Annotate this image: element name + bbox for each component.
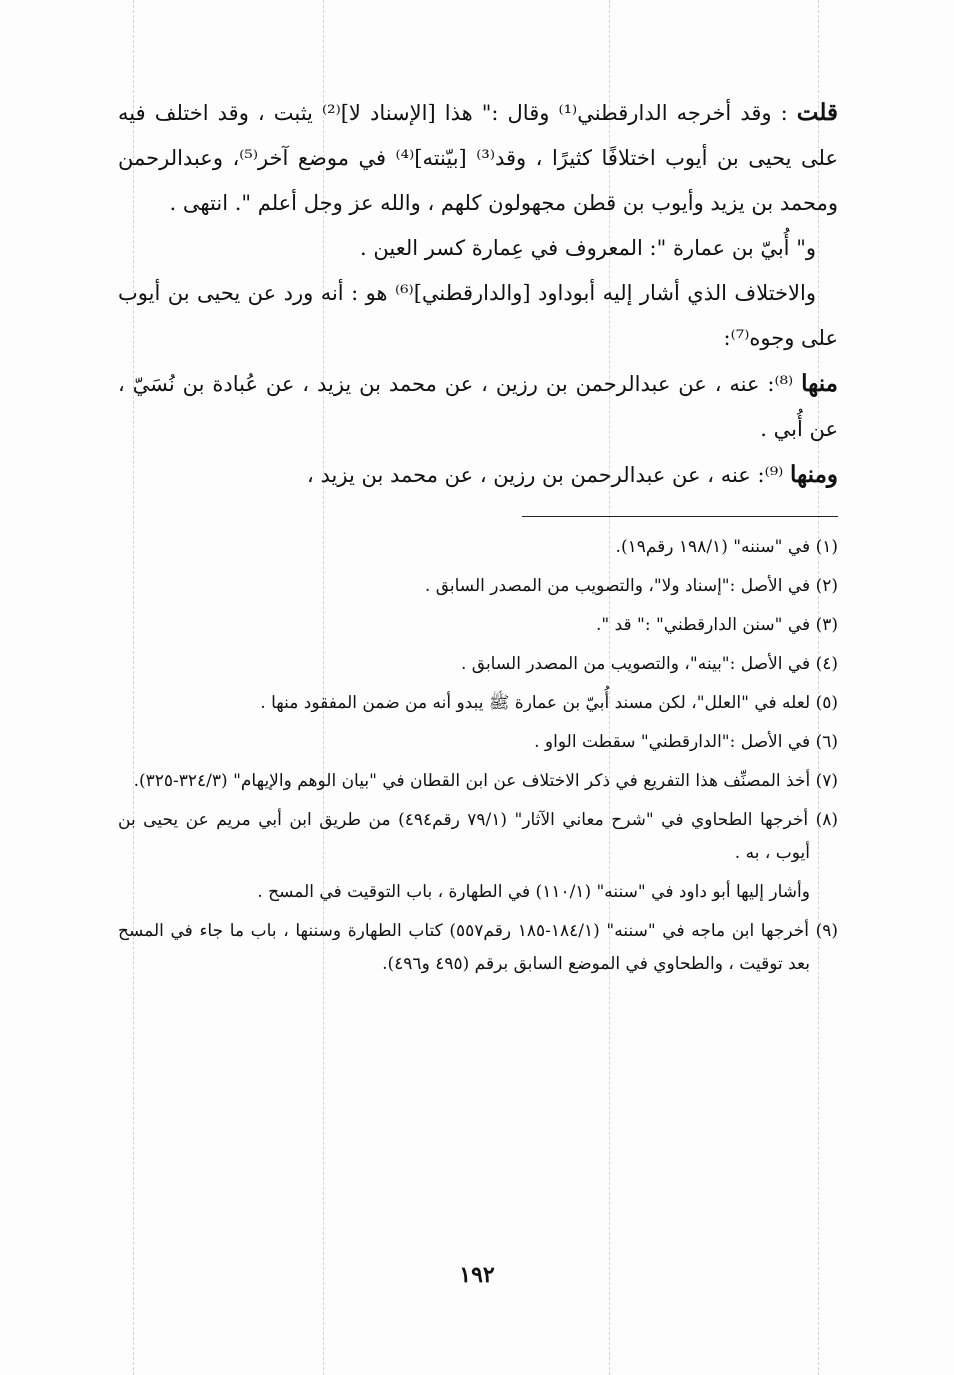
footnote: (٥) لعله في "العلل"، لكن مسند أُبيّ بن عمارة ﷺ يبدو أنه من ضمن المفقود منها .: [260, 693, 838, 713]
paragraph-text: ⁽⁸⁾: عنه ، عن عبدالرحمن بن رزين ، عن محمد بن يزيد ، عن عُبادة بن نُسَيّ ، عن أُبي .: [118, 372, 838, 441]
paragraph-text: ⁽⁹⁾: عنه ، عن عبدالرحمن بن رزين ، عن محمد بن يزيد ،: [307, 463, 784, 487]
footnote: (٩) أخرجها ابن ماجه في "سننه" (١٨٤/١-١٨٥ رقم٥٥٧) كتاب الطهارة وسننها ، باب ما جاء في المسح بعد توقيت ، والطحاوي في الموضع السابق برقم (٤٩٥ و٤٩٦).: [118, 921, 838, 974]
page-content: [118, 90, 838, 987]
footnote-divider: [522, 516, 838, 517]
footnote: (٣) في "سنن الدارقطني" :" قد ".: [595, 615, 838, 635]
body-paragraph: [118, 90, 838, 226]
paragraph-lead-word: منها: [801, 370, 838, 397]
body-paragraph: [118, 452, 838, 498]
footnote: (٨) أخرجها الطحاوي في "شرح معاني الآثار" (٧٩/١ رقم٤٩٤) من طريق ابن أبي مريم عن يحيى بن أيوب ، به .: [118, 810, 838, 863]
page-number: ١٩٢: [459, 1262, 495, 1288]
paragraph-text: : وقد أخرجه الدارقطني⁽¹⁾ وقال :" هذا [الإسناد لا]⁽²⁾ يثبت ، وقد اختلف فيه على يحيى بن أيوب اختلافًا كثيرًا ، وقد⁽³⁾ [بيّنته]⁽⁴⁾ في موضع آخر⁽⁵⁾، وعبدالرحمن ومحمد بن يزيد وأيوب بن قطن مجهولون كلهم ، والله عز وجل أعلم ". انتهى .: [118, 101, 838, 215]
body-paragraph: و" أُبيّ بن عمارة ": المعروف في عِمارة كسر العين .: [360, 236, 816, 260]
body-paragraph: والاختلاف الذي أشار إليه أبوداود [والدارقطني]⁽⁶⁾ هو : أنه ورد عن يحيى بن أيوب على وجوه⁽⁷⁾:: [118, 281, 838, 350]
footnote-continuation: وأشار إليها أبو داود في "سننه" (١١٠/١) في الطهارة ، باب التوقيت في المسح .: [257, 882, 810, 902]
paragraph-lead-word: ومنها: [790, 461, 838, 488]
paragraph-lead-word: قلت: [796, 99, 838, 126]
footnote: (١) في "سننه" (١٩٨/١ رقم١٩).: [615, 537, 838, 557]
footnote: (٦) في الأصل :"الدارقطني" سقطت الواو .: [534, 732, 838, 752]
body-paragraph: [118, 361, 838, 452]
footnote: (٤) في الأصل :"بينه"، والتصويب من المصدر السابق .: [460, 654, 838, 674]
footnote: (٧) أخذ المصنِّف هذا التفريع في ذكر الاختلاف عن ابن القطان في "بيان الوهم والإيهام" (٣٢٤/٣-٣٢٥).: [133, 771, 838, 791]
footnote: (٢) في الأصل :"إسناد ولا"، والتصويب من المصدر السابق .: [424, 576, 838, 596]
